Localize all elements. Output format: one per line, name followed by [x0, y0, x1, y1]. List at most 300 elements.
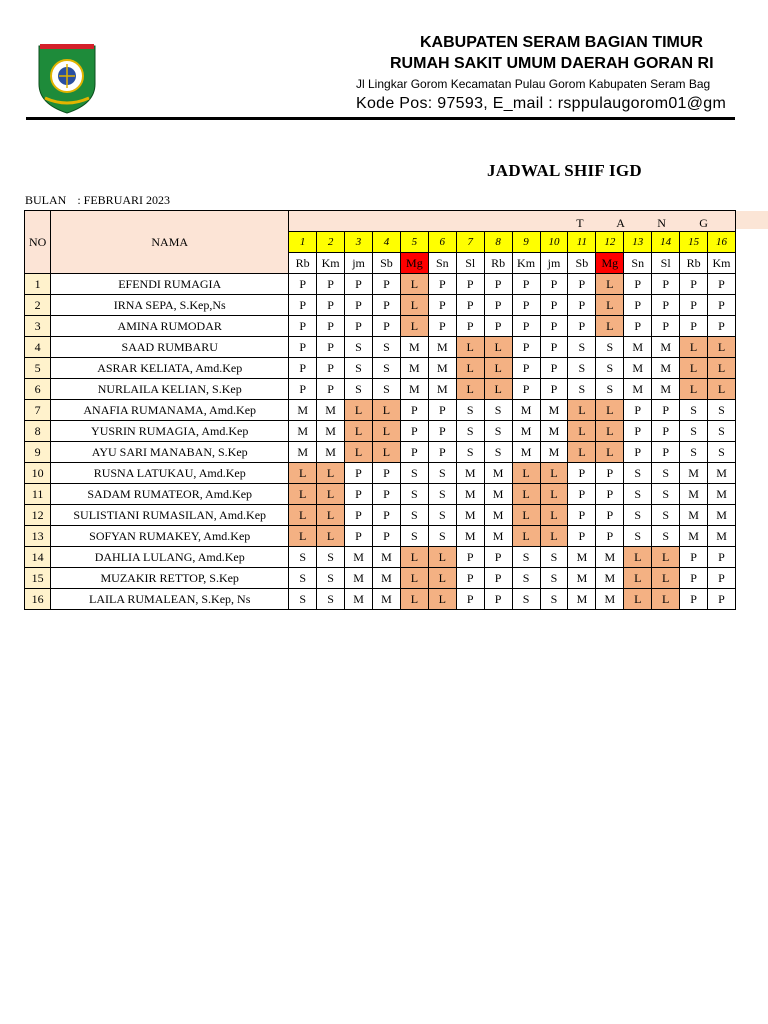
shift-cell: P — [372, 505, 400, 526]
shift-cell: S — [372, 337, 400, 358]
shift-cell: P — [540, 316, 568, 337]
shift-cell: L — [372, 421, 400, 442]
day-number-12: 12 — [596, 232, 624, 253]
shift-cell: S — [289, 568, 317, 589]
shift-cell: S — [540, 589, 568, 610]
shift-cell: P — [652, 421, 680, 442]
shift-cell: M — [652, 337, 680, 358]
shift-cell: P — [372, 295, 400, 316]
column-header-no: NO — [25, 211, 51, 274]
shift-cell: S — [708, 400, 736, 421]
row-number: 4 — [25, 337, 51, 358]
shift-cell: P — [680, 568, 708, 589]
shift-cell: M — [289, 442, 317, 463]
page-title: JADWAL SHIF IGD — [487, 161, 643, 180]
row-number: 14 — [25, 547, 51, 568]
shift-cell: S — [345, 337, 373, 358]
shift-cell: P — [345, 505, 373, 526]
shift-cell: P — [512, 316, 540, 337]
staff-name: MUZAKIR RETTOP, S.Kep — [51, 568, 289, 589]
shift-cell: M — [289, 421, 317, 442]
shift-cell: S — [400, 526, 428, 547]
shift-cell: P — [484, 547, 512, 568]
shift-cell: L — [680, 358, 708, 379]
day-number-11: 11 — [568, 232, 596, 253]
shift-cell: S — [540, 547, 568, 568]
staff-name: SAAD RUMBARU — [51, 337, 289, 358]
shift-cell: S — [512, 568, 540, 589]
table-row — [25, 337, 736, 358]
shift-cell: P — [652, 400, 680, 421]
shift-cell: S — [345, 358, 373, 379]
table-row — [25, 505, 736, 526]
row-number: 2 — [25, 295, 51, 316]
shift-cell: S — [680, 421, 708, 442]
shift-cell: L — [652, 589, 680, 610]
shift-cell: P — [708, 589, 736, 610]
shift-cell: M — [456, 505, 484, 526]
day-name: Rb — [484, 253, 512, 274]
shift-cell: P — [568, 463, 596, 484]
shift-cell: L — [568, 442, 596, 463]
tanggal-letter: G — [699, 216, 708, 230]
shift-cell: L — [540, 526, 568, 547]
row-number: 12 — [25, 505, 51, 526]
shift-cell: M — [428, 337, 456, 358]
table-row — [25, 316, 736, 337]
shift-cell: L — [624, 589, 652, 610]
day-name: Km — [317, 253, 345, 274]
shift-cell: L — [540, 484, 568, 505]
shift-cell: L — [428, 547, 456, 568]
shift-cell: M — [708, 526, 736, 547]
shift-cell: L — [400, 295, 428, 316]
shift-schedule-table — [24, 210, 736, 610]
shift-cell: M — [680, 484, 708, 505]
shift-cell: P — [484, 589, 512, 610]
shift-cell: M — [428, 379, 456, 400]
shift-cell: L — [512, 484, 540, 505]
row-number: 15 — [25, 568, 51, 589]
table-row — [25, 568, 736, 589]
day-name: Sb — [568, 253, 596, 274]
shift-cell: S — [568, 379, 596, 400]
staff-name: RUSNA LATUKAU, Amd.Kep — [51, 463, 289, 484]
day-number-5: 5 — [400, 232, 428, 253]
shift-cell: L — [428, 589, 456, 610]
row-number: 6 — [25, 379, 51, 400]
shift-cell: S — [596, 379, 624, 400]
shift-cell: P — [540, 295, 568, 316]
shift-cell: L — [400, 589, 428, 610]
shift-cell: S — [289, 547, 317, 568]
shift-cell: P — [289, 379, 317, 400]
shift-cell: P — [624, 295, 652, 316]
shift-cell: M — [512, 400, 540, 421]
shift-cell: M — [568, 589, 596, 610]
staff-name: LAILA RUMALEAN, S.Kep, Ns — [51, 589, 289, 610]
column-header-nama: NAMA — [51, 211, 289, 274]
day-name: jm — [540, 253, 568, 274]
shift-cell: S — [484, 421, 512, 442]
tanggal-letter: T — [576, 216, 584, 230]
day-number-3: 3 — [345, 232, 373, 253]
shift-cell: L — [400, 274, 428, 295]
table-row — [25, 400, 736, 421]
shift-cell: L — [596, 316, 624, 337]
shift-cell: M — [540, 400, 568, 421]
shift-cell: P — [372, 463, 400, 484]
day-number-13: 13 — [624, 232, 652, 253]
shift-cell: S — [596, 358, 624, 379]
shift-cell: M — [512, 442, 540, 463]
shift-cell: P — [345, 484, 373, 505]
shift-cell: P — [428, 421, 456, 442]
shift-cell: M — [568, 568, 596, 589]
day-name: Sl — [456, 253, 484, 274]
shift-cell: P — [624, 274, 652, 295]
staff-name: YUSRIN RUMAGIA, Amd.Kep — [51, 421, 289, 442]
shift-cell: M — [568, 547, 596, 568]
shift-cell: P — [512, 379, 540, 400]
shift-cell: S — [568, 358, 596, 379]
shift-cell: P — [317, 379, 345, 400]
shift-cell: P — [652, 316, 680, 337]
shift-cell: L — [512, 526, 540, 547]
shift-cell: M — [345, 589, 373, 610]
shift-cell: P — [484, 568, 512, 589]
shift-cell: P — [456, 589, 484, 610]
shift-cell: M — [456, 463, 484, 484]
shift-cell: M — [484, 505, 512, 526]
day-number-8: 8 — [484, 232, 512, 253]
tanggal-letter: N — [657, 216, 666, 230]
row-number: 3 — [25, 316, 51, 337]
row-number: 9 — [25, 442, 51, 463]
day-number-16: 16 — [708, 232, 736, 253]
shift-cell: M — [345, 547, 373, 568]
shift-cell: P — [428, 295, 456, 316]
shift-cell: S — [289, 589, 317, 610]
shift-cell: P — [680, 589, 708, 610]
shift-cell: L — [317, 463, 345, 484]
shift-cell: L — [596, 295, 624, 316]
shift-cell: L — [289, 463, 317, 484]
shift-cell: P — [652, 274, 680, 295]
shift-cell: M — [400, 379, 428, 400]
table-row — [25, 379, 736, 400]
table-row — [25, 274, 736, 295]
shift-cell: P — [540, 274, 568, 295]
shift-cell: P — [372, 526, 400, 547]
shift-cell: L — [484, 358, 512, 379]
header-regency: KABUPATEN SERAM BAGIAN TIMUR — [420, 34, 703, 51]
day-name: Mg — [596, 253, 624, 274]
shift-cell: S — [680, 400, 708, 421]
shift-cell: P — [372, 274, 400, 295]
shift-cell: P — [289, 295, 317, 316]
shift-cell: L — [596, 274, 624, 295]
table-row — [25, 484, 736, 505]
shift-cell: L — [400, 547, 428, 568]
shift-cell: M — [317, 400, 345, 421]
day-name: Km — [708, 253, 736, 274]
shift-cell: M — [540, 421, 568, 442]
shift-cell: L — [289, 484, 317, 505]
shift-cell: L — [289, 526, 317, 547]
shift-cell: P — [317, 337, 345, 358]
shift-cell: S — [708, 421, 736, 442]
shift-cell: M — [624, 379, 652, 400]
shift-cell: P — [624, 400, 652, 421]
shift-cell: M — [345, 568, 373, 589]
shift-cell: P — [456, 316, 484, 337]
shift-cell: P — [456, 295, 484, 316]
day-name: Sn — [624, 253, 652, 274]
shift-cell: P — [289, 337, 317, 358]
shift-cell: M — [484, 484, 512, 505]
header-divider — [26, 117, 735, 120]
shift-cell: S — [317, 568, 345, 589]
shift-cell: S — [624, 526, 652, 547]
shift-cell: M — [400, 358, 428, 379]
shift-cell: P — [596, 505, 624, 526]
shift-cell: S — [484, 442, 512, 463]
shift-cell: P — [512, 358, 540, 379]
shift-cell: L — [596, 421, 624, 442]
shift-cell: P — [568, 274, 596, 295]
shift-cell: P — [400, 442, 428, 463]
shift-cell: S — [680, 442, 708, 463]
row-number: 16 — [25, 589, 51, 610]
shift-cell: L — [345, 421, 373, 442]
day-number-10: 10 — [540, 232, 568, 253]
shift-cell: P — [512, 274, 540, 295]
shift-cell: M — [456, 526, 484, 547]
month-value: : FEBRUARI 2023 — [77, 193, 171, 207]
shift-cell: S — [456, 442, 484, 463]
staff-name: DAHLIA LULANG, Amd.Kep — [51, 547, 289, 568]
header-address: Jl Lingkar Gorom Kecamatan Pulau Gorom Kabupaten Seram Bag — [356, 77, 711, 91]
shift-cell: L — [680, 337, 708, 358]
shift-cell: L — [596, 442, 624, 463]
header-hospital-name: RUMAH SAKIT UMUM DAERAH GORAN RI — [390, 55, 714, 72]
shift-cell: L — [317, 484, 345, 505]
row-number: 8 — [25, 421, 51, 442]
staff-name: IRNA SEPA, S.Kep,Ns — [51, 295, 289, 316]
shift-cell: P — [568, 505, 596, 526]
shift-cell: L — [512, 463, 540, 484]
shift-cell: M — [596, 568, 624, 589]
shift-cell: M — [708, 463, 736, 484]
shift-cell: M — [680, 505, 708, 526]
shift-cell: S — [428, 484, 456, 505]
day-name: Sb — [372, 253, 400, 274]
day-number-1: 1 — [289, 232, 317, 253]
shift-cell: P — [456, 547, 484, 568]
shift-cell: P — [345, 526, 373, 547]
shift-cell: P — [345, 274, 373, 295]
shift-cell: P — [708, 568, 736, 589]
row-number: 11 — [25, 484, 51, 505]
row-number: 10 — [25, 463, 51, 484]
table-row — [25, 421, 736, 442]
shift-cell: M — [456, 484, 484, 505]
month-line — [25, 193, 170, 208]
shift-cell: M — [680, 463, 708, 484]
shift-cell: S — [512, 589, 540, 610]
shift-cell: P — [428, 316, 456, 337]
shift-cell: S — [540, 568, 568, 589]
shift-cell: M — [484, 463, 512, 484]
day-name: jm — [345, 253, 373, 274]
shift-cell: P — [540, 337, 568, 358]
shift-cell: S — [708, 442, 736, 463]
shift-cell: M — [624, 337, 652, 358]
shift-cell: P — [317, 274, 345, 295]
table-row — [25, 442, 736, 463]
shift-cell: L — [652, 547, 680, 568]
shift-cell: P — [345, 316, 373, 337]
shift-cell: P — [289, 316, 317, 337]
column-header-tanggal — [289, 211, 736, 232]
shift-cell: S — [400, 484, 428, 505]
shift-cell: L — [456, 379, 484, 400]
table-row — [25, 526, 736, 547]
shift-cell: M — [372, 547, 400, 568]
shift-cell: S — [317, 589, 345, 610]
shift-cell: P — [317, 316, 345, 337]
shift-cell: L — [624, 568, 652, 589]
shift-cell: L — [624, 547, 652, 568]
shift-cell: P — [540, 358, 568, 379]
shift-cell: P — [456, 274, 484, 295]
shift-cell: L — [428, 568, 456, 589]
shift-cell: L — [652, 568, 680, 589]
staff-name: EFENDI RUMAGIA — [51, 274, 289, 295]
staff-name: ANAFIA RUMANAMA, Amd.Kep — [51, 400, 289, 421]
shift-cell: P — [372, 484, 400, 505]
shift-cell: M — [624, 358, 652, 379]
shift-cell: L — [372, 442, 400, 463]
staff-name: AYU SARI MANABAN, S.Kep — [51, 442, 289, 463]
shift-cell: P — [596, 484, 624, 505]
day-name: Mg — [400, 253, 428, 274]
shift-cell: P — [345, 295, 373, 316]
shift-cell: S — [428, 526, 456, 547]
shift-cell: P — [708, 316, 736, 337]
table-row — [25, 463, 736, 484]
table-row — [25, 547, 736, 568]
row-number: 7 — [25, 400, 51, 421]
shift-cell: M — [372, 589, 400, 610]
shift-cell: L — [484, 379, 512, 400]
shift-cell: S — [428, 505, 456, 526]
shift-cell: M — [680, 526, 708, 547]
shift-cell: M — [652, 379, 680, 400]
row-number: 1 — [25, 274, 51, 295]
shift-cell: P — [484, 274, 512, 295]
shift-cell: S — [400, 505, 428, 526]
shift-cell: M — [708, 484, 736, 505]
shift-cell: L — [708, 379, 736, 400]
day-number-7: 7 — [456, 232, 484, 253]
shift-cell: S — [568, 337, 596, 358]
shift-cell: M — [400, 337, 428, 358]
shift-cell: P — [484, 295, 512, 316]
shift-cell: P — [512, 295, 540, 316]
staff-name: AMINA RUMODAR — [51, 316, 289, 337]
shift-cell: S — [345, 379, 373, 400]
shift-cell: P — [596, 526, 624, 547]
shift-cell: P — [708, 547, 736, 568]
shift-cell: S — [372, 358, 400, 379]
shift-cell: L — [345, 442, 373, 463]
shift-cell: M — [484, 526, 512, 547]
day-name: Rb — [289, 253, 317, 274]
shift-cell: P — [680, 274, 708, 295]
shift-cell: L — [400, 568, 428, 589]
shift-cell: M — [372, 568, 400, 589]
shift-cell: M — [317, 421, 345, 442]
shift-cell: P — [596, 463, 624, 484]
shift-cell: P — [568, 295, 596, 316]
shift-cell: S — [484, 400, 512, 421]
staff-name: ASRAR KELIATA, Amd.Kep — [51, 358, 289, 379]
shift-cell: S — [652, 463, 680, 484]
shift-cell: S — [652, 526, 680, 547]
shift-cell: S — [400, 463, 428, 484]
shift-cell: P — [372, 316, 400, 337]
shift-cell: P — [568, 316, 596, 337]
shift-cell: S — [456, 421, 484, 442]
shift-cell: P — [317, 358, 345, 379]
day-number-14: 14 — [652, 232, 680, 253]
shift-cell: M — [652, 358, 680, 379]
staff-name: SULISTIANI RUMASILAN, Amd.Kep — [51, 505, 289, 526]
shift-cell: P — [317, 295, 345, 316]
day-number-15: 15 — [680, 232, 708, 253]
shift-cell: L — [317, 505, 345, 526]
day-name: Rb — [680, 253, 708, 274]
shift-cell: L — [568, 421, 596, 442]
shift-cell: P — [400, 400, 428, 421]
shift-cell: L — [484, 337, 512, 358]
row-number: 13 — [25, 526, 51, 547]
kabupaten-emblem-logo — [37, 40, 97, 114]
day-name: Sn — [428, 253, 456, 274]
shift-cell: L — [512, 505, 540, 526]
staff-name: SADAM RUMATEOR, Amd.Kep — [51, 484, 289, 505]
shift-cell: M — [540, 442, 568, 463]
shift-cell: P — [708, 295, 736, 316]
day-number-9: 9 — [512, 232, 540, 253]
tanggal-letter: A — [616, 216, 625, 230]
shift-cell: L — [708, 337, 736, 358]
shift-cell: L — [540, 505, 568, 526]
shift-cell: S — [456, 400, 484, 421]
shift-cell: L — [400, 316, 428, 337]
shift-cell: L — [708, 358, 736, 379]
shift-cell: P — [680, 316, 708, 337]
shift-cell: P — [289, 274, 317, 295]
shift-cell: S — [624, 484, 652, 505]
staff-name: SOFYAN RUMAKEY, Amd.Kep — [51, 526, 289, 547]
shift-cell: S — [624, 505, 652, 526]
shift-cell: P — [540, 379, 568, 400]
shift-cell: S — [512, 547, 540, 568]
shift-cell: P — [652, 295, 680, 316]
